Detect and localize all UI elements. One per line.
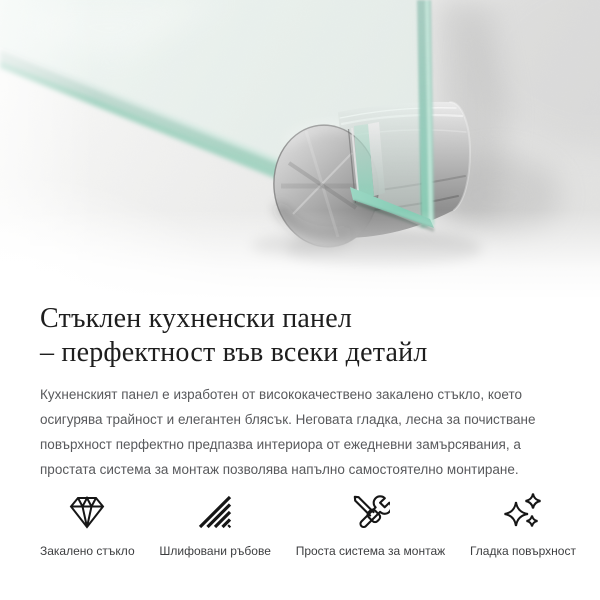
content-section <box>0 302 600 558</box>
diamond-icon <box>67 492 107 532</box>
feature-label: Закалено стъкло <box>40 544 135 558</box>
page-title <box>40 302 576 370</box>
features-row <box>40 492 576 558</box>
polished-edges-icon <box>195 492 235 532</box>
sparkles-icon <box>503 492 543 532</box>
page-title-line2: – перфектност във всеки детайл <box>40 337 428 368</box>
feature-label: Шлифовани ръбове <box>159 544 271 558</box>
description-text: Кухненският панел е изработен от висококачествено закалено стъкло, което осигурява трайност и елегантен блясък. Неговата гладка, лесна за почистване повърхност перфектно предпазва интериора от ежедневни замърсявания, а простата система за монтаж позволява напълно самостоятелно монтиране. <box>40 387 536 477</box>
feature-item-easy-mounting <box>296 492 445 558</box>
tools-icon <box>350 492 390 532</box>
feature-item-smooth-surface <box>470 492 576 558</box>
feature-item-polished-edges <box>159 492 270 558</box>
feature-label: Проста система за монтаж <box>295 544 446 558</box>
page-title-line1: Стъклен кухненски панел <box>40 303 353 334</box>
feature-label: Гладка повърхност <box>469 544 576 558</box>
feature-item-tempered-glass <box>40 492 135 558</box>
